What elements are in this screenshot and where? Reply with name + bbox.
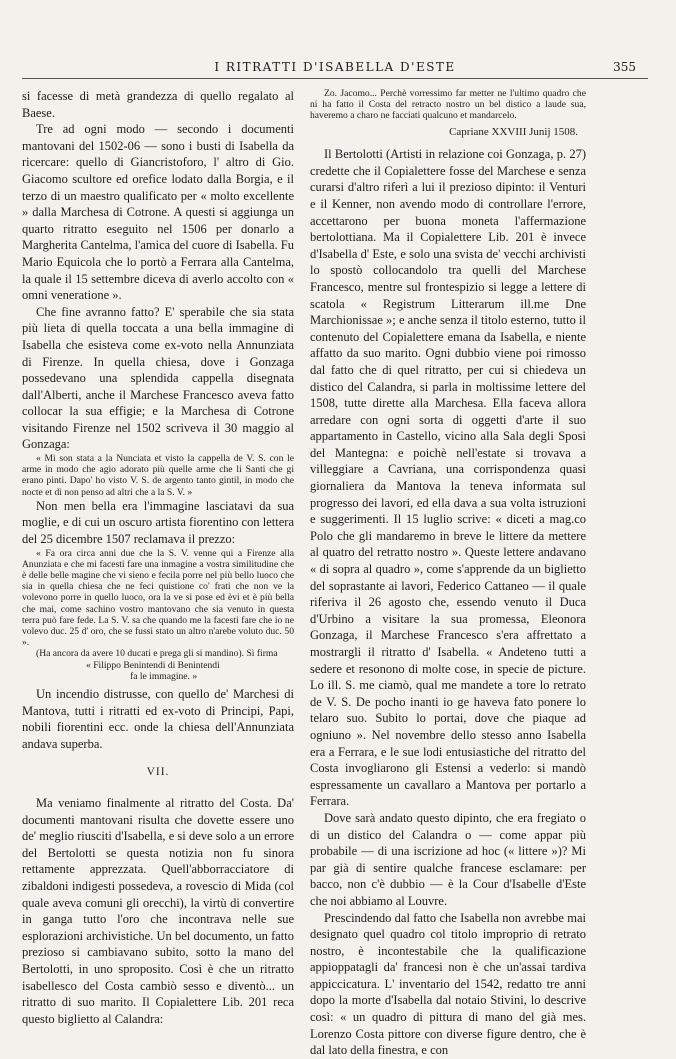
block-quote: (Ha ancora da avere 10 ducati e prega gli si mandino). Sì firma [36,648,278,660]
page-number: 355 [613,60,636,74]
paragraph: Tre ad ogni modo — secondo i documenti mantovani del 1502-06 — sono i busti di Isabella da ricercare: quello di Giancristoforo, l' altro di Gio. Giacomo scultore ed orefice lodato dalla Borgia, e il terzo di un maestro qualificato per « molto excellente » dalla Marchesa di Cotrone. A questi si aggiunga un quarto ritratto eseguito nel 1506 per donarlo a Margherita Cantelma, l'amica del cuore di Isabella. Fu Mario Equicola che lo portò a Ferrara alla Cantelma, la quale il 15 settembre diceva di averlo accolto con « omni veneratione ». [22,122,294,303]
signature-line: fa le immagine. » [130,670,198,682]
paragraph: Il Bertolotti (Artisti in relazione coi Gonzaga, p. 27) credette che il Copialettere fosse del Marchese e senza curarsi d'altro riferì a lui il prezioso dipinto: il Venturi e il Kenner, non avendo modo di controllare l'errore, accettarono per buona moneta l'affermazione bertolottiana. Ma il Copialettere Lib. 201 è invece d'Isabella d' Este, e solo una svista de' vecchi archivisti lo spostò collocandolo tra quelli del Marchese Francesco, mentre sul frontespizio si legge a lettere di scatola « Registrum Litterarum ill.me Dne Marchionissae »; e anche senza il titolo esterno, tutto il contenuto del Copialettere emana da Isabella, e niente affatto da suo marito. Ogni dubbio viene poi rimosso dal fatto che di quel ritratto, per cui si chiedeva un distico del Calandra, si parla in moltissime lettere del 1508, tutte dirette alla Marchesa. Ella faceva allora arredare con ogni sorta di oggetti d'arte il suo appartamento in Castello, vicino alla Sala degli Sposi del Mantegna: e poichè nell'estate si trovava a villeggiare a Cavriana, una corrispondenza quasi giornaliera da Mantova la teneva informata sul progresso dei lavori, ed ella dava a sua volta istruzioni e suggerimenti. Il 15 luglio scrive: « diceti a mag.co Polo che gli mandaremo in breve le littere da mettere al quatro del retratto nostro ». Queste lettere andavano « di sopra al quadro », come s'apprende da un biglietto del soprastante ai lavori, Federico Cattaneo — il quale riferiva il 26 agosto che, essendo venuto il Duca d'Urbino a visitare la sua promessa, Eleonora Gonzaga, il Marchese Francesco s'era affrettato a mostrargli il ritratto d' Isabella. « Andeteno tutti a sedere et resonono di molte cose, in specie de picture. Lo ill. S. me ciamò, qual me mandete a tore lo retrato de V. S. De pocho inanti io ge haveva fato ponere lo telaro suo. Subito lo portai, dove che piaque ad ogniuno ». Nel novembre dello stesso anno Isabella era a Ferrara, e le sue lodi entusiastiche del ritratto del Costa invogliarono gli Estensi a vederlo: si mandò espressamente un cavallaro a Mantova per portarlo a Ferrara. [310,147,586,809]
right-column [310,88,586,1058]
block-quote: Zo. Jacomo... Perchè vorressimo far metter ne l'ultimo quadro che ni ha fatto il Costa del retracto nostro un bel distico a laude sua, haveremo a charo ne facciati qualcuno et mandarcelo. [310,88,586,122]
running-header [22,58,648,79]
signature-line: « Filippo Benintendi di Benintendi [86,659,220,671]
section-number: VII. [146,766,170,779]
paragraph: Un incendio distrusse, con quello de' Marchesi di Mantova, tutti i ritratti ed ex-voto di Principi, Papi, nobili fiorentini ecc. onde la chiesa dell'Annunziata andava superba. [22,687,294,751]
quote-signature [22,660,294,682]
paragraph: Dove sarà andato questo dipinto, che era fregiato o di un distico del Calandra o — come appar più probabile — di una iscrizione ad hoc (« littere »)? Mi par già di sentire qualche francese esclamare: per bacco, non c'è dubbio — è la Cour d'Isabelle d'Este che noi abbiamo al Louvre. [310,810,586,908]
running-title: I RITRATTI D'ISABELLA D'ESTE [214,60,456,74]
paragraph: Prescindendo dal fatto che Isabella non avrebbe mai designato quel quadro col titolo improprio di retrato nostro, è incontestabile che la qualificazione appioppatagli da' francesi non è che un'assai tardiva appiccicatura. L' inventario del 1542, redatto tre anni dopo la morte d'Isabella dal notaio Stivini, lo descrive così: « un quadro di pittura di mano del già mes. Lorenzo Costa pittore con diverse figure dentro, che è dal lato della finestra, e con [310,910,586,1058]
paragraph: Ma veniamo finalmente al ritratto del Costa. Da' documenti mantovani risulta che dovette essere uno de' meglio riusciti d'Isabella, e si deve solo a un errore del Bertolotti se questa notizia non fu sinora rettamente apprezzata. Quell'abborracciatore di zibaldoni indigesti possedeva, a rovescio di Mida (col quale aveva comuni gli orecchi), la virtù di convertire in ganga tutto l'oro che incontrava nelle sue esplorazioni archivistiche. Un bel documento, un fatto prezioso si cambiavano subito, sotto la mano del Bertolotti, in uno sproposito. Così è che un ritratto isabellesco del Costa cambiò sesso e diventò... un ritratto di suo marito. Il Copialettere Lib. 201 reca questo biglietto al Calandra: [22,796,294,1026]
letter-date: Capriane XXVIII Junij 1508. [449,125,578,138]
block-quote: « Fa ora circa anni due che la S. V. venne qui a Firenze alla Anunziata e che mi facesti fare una inmagine a vostra similitudine che è delle belle magine che vi sieno e fecila porre nel più bello luoco che sia in quella chiesa che ne feci quistione co' frati che non ve la volevono porre in quello luoco, ora la ve si pose ed èvi et è più bella che mai, come sachino vostro mantovano che sia venuto in questa terra può fare fede. La S. V. sa che quando me la facesti fare che io ne volevo duc. 25 d' oro, che se fussi stato un altro n'arebe voluto duc. 50 ». [22,547,294,649]
block-quote: « Mi son stata a la Nunciata et visto la cappella de V. S. con le arme in modo che agio adorato più quelle arme che li Santi che gi erano pinti. Dapo' ho visto V. S. de argento tanto gintil, in modo che nocte et dì non penso ad altri che a la S. V. » [22,453,294,498]
paragraph: Che fine avranno fatto? E' sperabile che sia stata più lieta di quella toccata a una bella immagine di Isabella che esisteva come ex-voto nella Annunziata di Firenze. In quella chiesa, dove i Gonzaga possedevano una splendida cappella disegnata dall'Alberti, anche il Marchese Francesco aveva fatto collocar la sua effigie; e la Marchesa di Cotrone visitando Firenze nel 1502 scriveva il 30 maggio al Gonzaga: [22,304,294,452]
paragraph: Non men bella era l'immagine lasciatavi da sua moglie, e di cui un oscuro artista fiorentino con lettera del 25 dicembre 1507 reclamava il prezzo: [22,498,294,547]
left-column [22,88,294,1026]
paragraph: si facesse di metà grandezza di quello regalato al Baese. [22,89,294,120]
